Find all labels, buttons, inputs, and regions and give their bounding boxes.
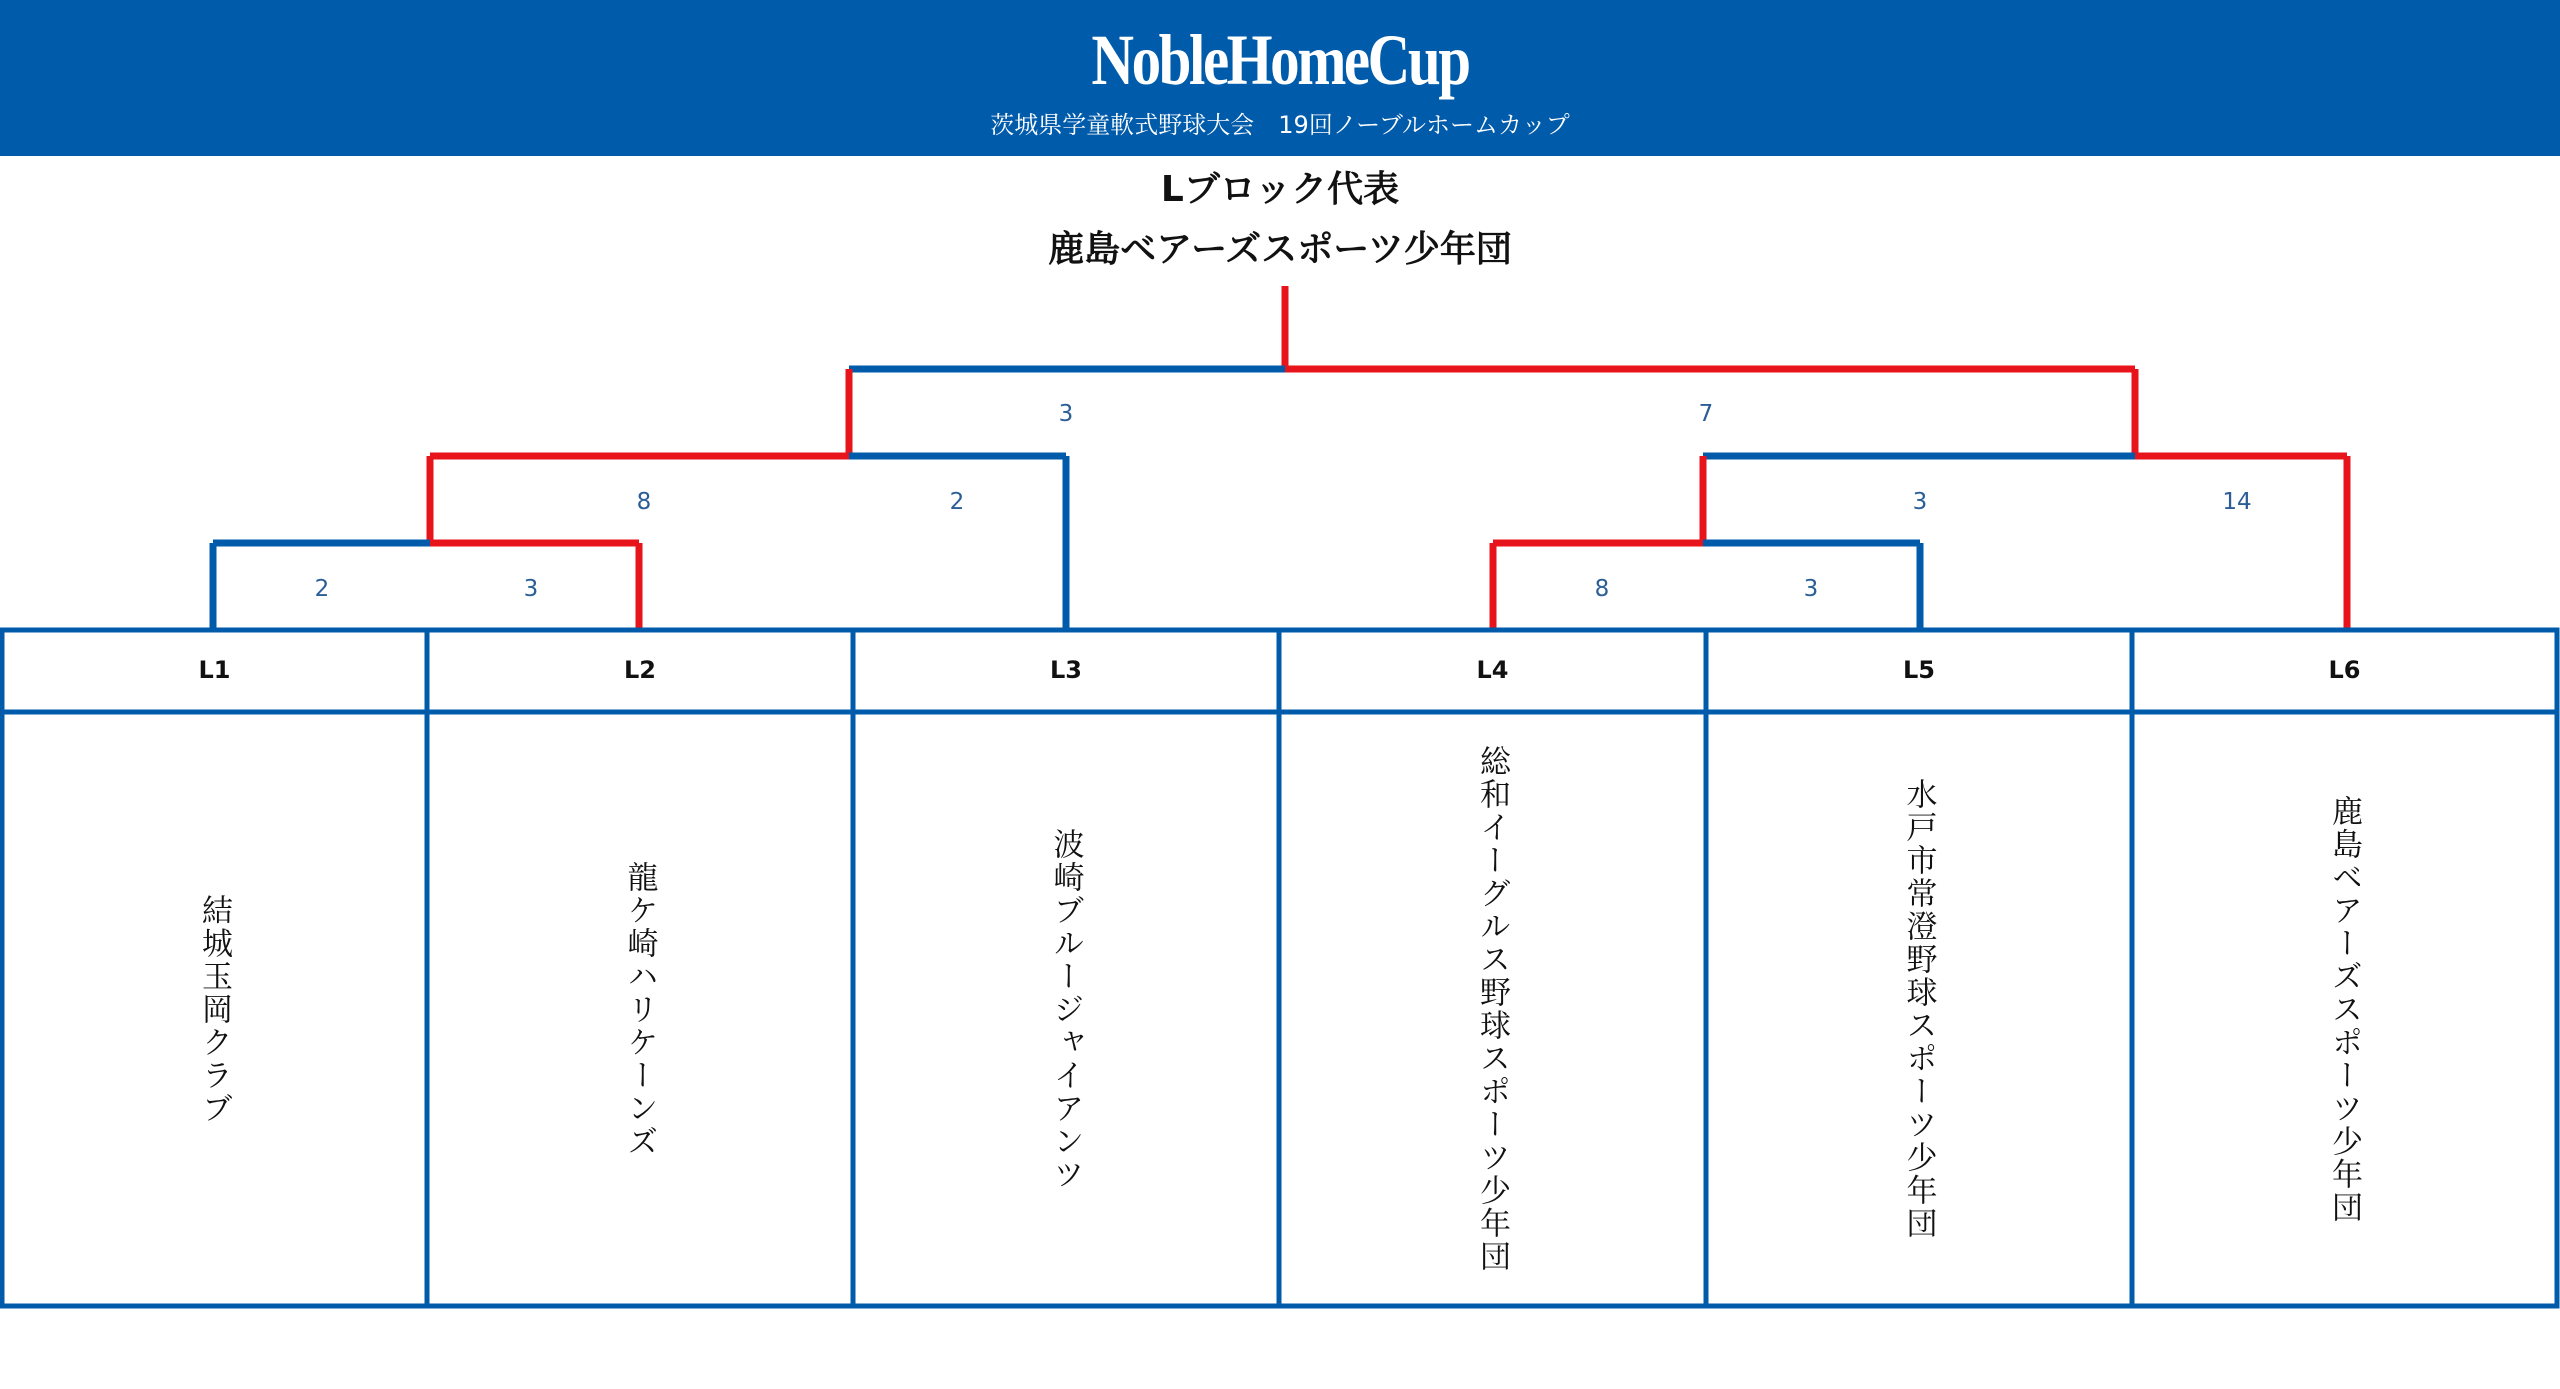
r1-left-score-right: 3 [523,576,539,602]
semi-left-score-left: 8 [636,489,652,515]
team-name-l4: 総和イーグルス野球スポーツ少年団 [1474,745,1510,1273]
team-name-l5: 水戸市常澄野球スポーツ少年団 [1900,778,1937,1240]
final-score-left: 3 [1058,401,1074,427]
slot-label-l6: L6 [2328,656,2361,684]
slot-label-l3: L3 [1050,656,1082,684]
semi-right-score-left: 3 [1912,489,1928,515]
final-score-right: 7 [1698,401,1714,427]
r1-right-score-left: 8 [1594,576,1610,602]
slot-label-l4: L4 [1476,656,1509,684]
semi-right-score-right: 14 [2222,489,2252,515]
winner-team: 鹿島ベアーズスポーツ少年団 [1048,229,1512,270]
team-name-l3: 波崎ブルージャイアンツ [1047,827,1084,1191]
slot-label-l2: L2 [624,656,656,684]
team-name-l6: 鹿島ベアーズスポーツ少年団 [2326,794,2362,1224]
semi-left-score-right: 2 [949,489,965,515]
team-name-l1: 結城玉岡クラブ [196,893,232,1125]
noble-home-cup-logo: NobleHomeCup [1091,20,1469,100]
slot-label-l5: L5 [1903,656,1935,684]
team-name-l2: 龍ケ崎ハリケーンズ [621,860,658,1158]
tournament-subtitle: 茨城県学童軟式野球大会 19回ノーブルホームカップ [990,111,1570,139]
slot-label-l1: L1 [198,656,231,684]
r1-left-score-left: 2 [314,576,330,602]
r1-right-score-right: 3 [1803,576,1819,602]
block-label: Lブロック代表 [1160,169,1400,210]
